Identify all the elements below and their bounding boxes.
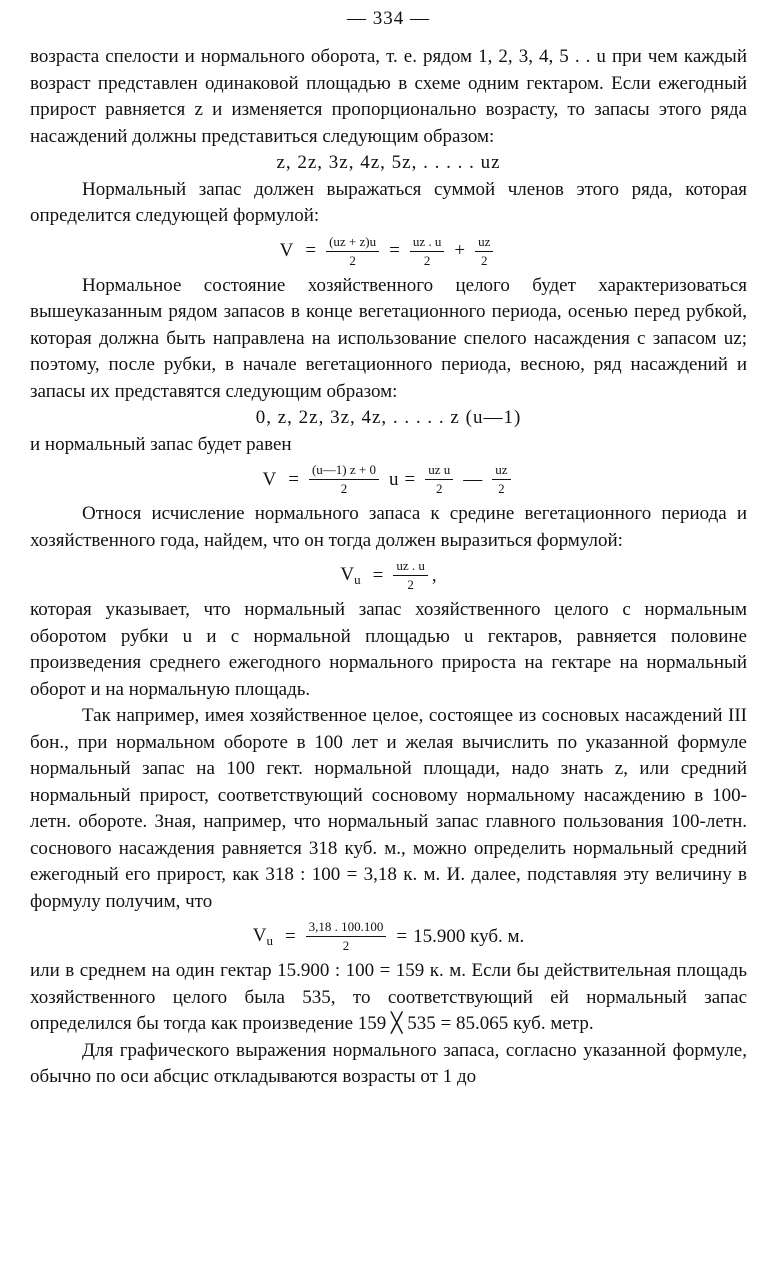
formula-4-lhs (253, 925, 273, 949)
formula-3-subscript: u (354, 571, 361, 587)
formula-3-lhs (340, 564, 360, 588)
formula-2-minus: — (463, 468, 483, 490)
formula-4-frac (306, 919, 387, 954)
series-2: 0, z, 2z, 3z, 4z, . . . . . z (u—1) (255, 407, 522, 428)
formula-1-den-2: 2 (423, 252, 431, 268)
formula-2-frac-1 (309, 462, 379, 497)
formula-4-eq: = (284, 925, 296, 947)
formula-1-num-1: (uz + z)u (326, 234, 379, 252)
formula-2-eq-2: = (404, 468, 416, 490)
paragraph-1: возраста спелости и нормального оборота, т. е. рядом 1, 2, 3, 4, 5 . . u при чем каждый возраст представлен одинаковой площадью в схеме одним гектаром. Если ежегодный прирост равняется z и изменяется пропорционально возрасту, то запасы этого ряда насаждений должны представиться следующим образом: (30, 46, 747, 147)
formula-4-eq-2: = (396, 925, 408, 947)
formula-1-frac-2 (410, 234, 445, 269)
series-1: z, 2z, 3z, 4z, 5z, . . . . . uz (276, 152, 501, 173)
formula-2-lhs: V (262, 468, 277, 490)
formula-2-den-1: 2 (340, 481, 348, 496)
formula-2-frac-2 (425, 462, 453, 497)
formula-1-den-3: 2 (480, 252, 488, 268)
formula-3-num: uz . u (393, 558, 428, 576)
formula-1-plus: + (454, 240, 466, 261)
formula-2-num-2: uz u (425, 462, 453, 480)
paragraph-3: Нормальное состояние хозяйственного целого будет характеризоваться вышеуказанным рядом запасов в конце вегетационного периода, осенью перед рубкой, которая должна быть направлена на использование спелого насаждения с запасом uz; поэтому, после рубки, в начале вегетационного периода, весною, ряд насаждений и запасы их представятся следующим образом: (30, 274, 747, 402)
formula-4-den: 2 (342, 938, 350, 953)
formula-1-frac-1 (326, 234, 379, 269)
paragraph-2: Нормальный запас должен выражаться суммой членов этого ряда, которая определится следующей формулой: (30, 178, 747, 226)
formula-1-frac-3 (475, 234, 493, 269)
formula-4-result: 15.900 куб. м. (413, 925, 525, 947)
formula-3-frac (393, 558, 428, 593)
formula-2-num-3: uz (492, 462, 510, 480)
formula-2-mult: u (388, 468, 399, 490)
formula-1-num-3: uz (475, 234, 493, 252)
formula-4 (30, 919, 747, 954)
formula-1-den-1: 2 (349, 252, 356, 268)
formula-3-comma: , (431, 564, 437, 586)
formula-2-den-3: 2 (498, 481, 505, 496)
paragraph-6: которая указывает, что нормальный запас хозяйственного целого с нормальным оборотом рубки u и с нормальной площадью u гектаров, равняется половине произведения среднего ежегодного нормального прироста на гектаре на нормальный оборот и на нормальную площадь. (30, 599, 747, 700)
formula-1-eq: = (305, 240, 317, 261)
formula-4-subscript: u (266, 932, 273, 948)
formula-3-lhs-symbol: V (340, 563, 355, 585)
page-number: — 334 — (347, 8, 430, 29)
formula-1 (30, 234, 747, 269)
formula-2-frac-3 (492, 462, 510, 497)
formula-3-eq: = (372, 564, 384, 586)
paragraph-9: Для графического выражения нормального запаса, согласно указанной формуле, обычно по оси абсцис откладываются возрасты от 1 до (30, 1039, 747, 1087)
formula-1-eq-2: = (389, 240, 400, 261)
paragraph-4: и нормальный запас будет равен (30, 433, 292, 455)
formula-2 (30, 462, 747, 497)
formula-4-lhs-symbol: V (252, 924, 267, 946)
formula-2-eq: = (288, 468, 299, 490)
formula-4-num: 3,18 . 100.100 (306, 919, 387, 937)
paragraph-5: Относя исчисление нормального запаса к средине вегетационного периода и хозяйственного года, найдем, что он тогда должен выразиться формулой: (30, 503, 747, 551)
paragraph-8: или в среднем на один гектар 15.900 : 100 = 159 к. м. Если бы действительная площадь хозяйственного целого была 535, то соответствующий ей нормальный запас определился бы тогда как произведение 159 ╳ 535 = 85.065 куб. метр. (30, 960, 747, 1034)
formula-2-den-2: 2 (435, 481, 443, 496)
formula-3 (30, 558, 747, 593)
formula-1-num-2: uz . u (410, 234, 445, 252)
formula-1-lhs: V (279, 240, 294, 261)
formula-2-num-1: (u—1) z + 0 (309, 462, 379, 480)
paragraph-7: Так например, имея хозяйственное целое, состоящее из сосновых насаждений III бон., при нормальном обороте в 100 лет и желая вычислить по указанной формуле нормальный запас на 100 гект. нормальной площади, надо знать z, или средний нормальный прирост, соответствующий сосновому нормальному насаждению в 100-летн. обороте. Зная, например, что нормальный запас главного пользования 100-летн. соснового насаждения равняется 318 куб. м., можно определить нормальный средний ежегодный его прирост, как 318 : 100 = 3,18 к. м. И. далее, подставляя эту величину в формулу получим, что (30, 705, 747, 912)
formula-3-den: 2 (407, 577, 414, 592)
